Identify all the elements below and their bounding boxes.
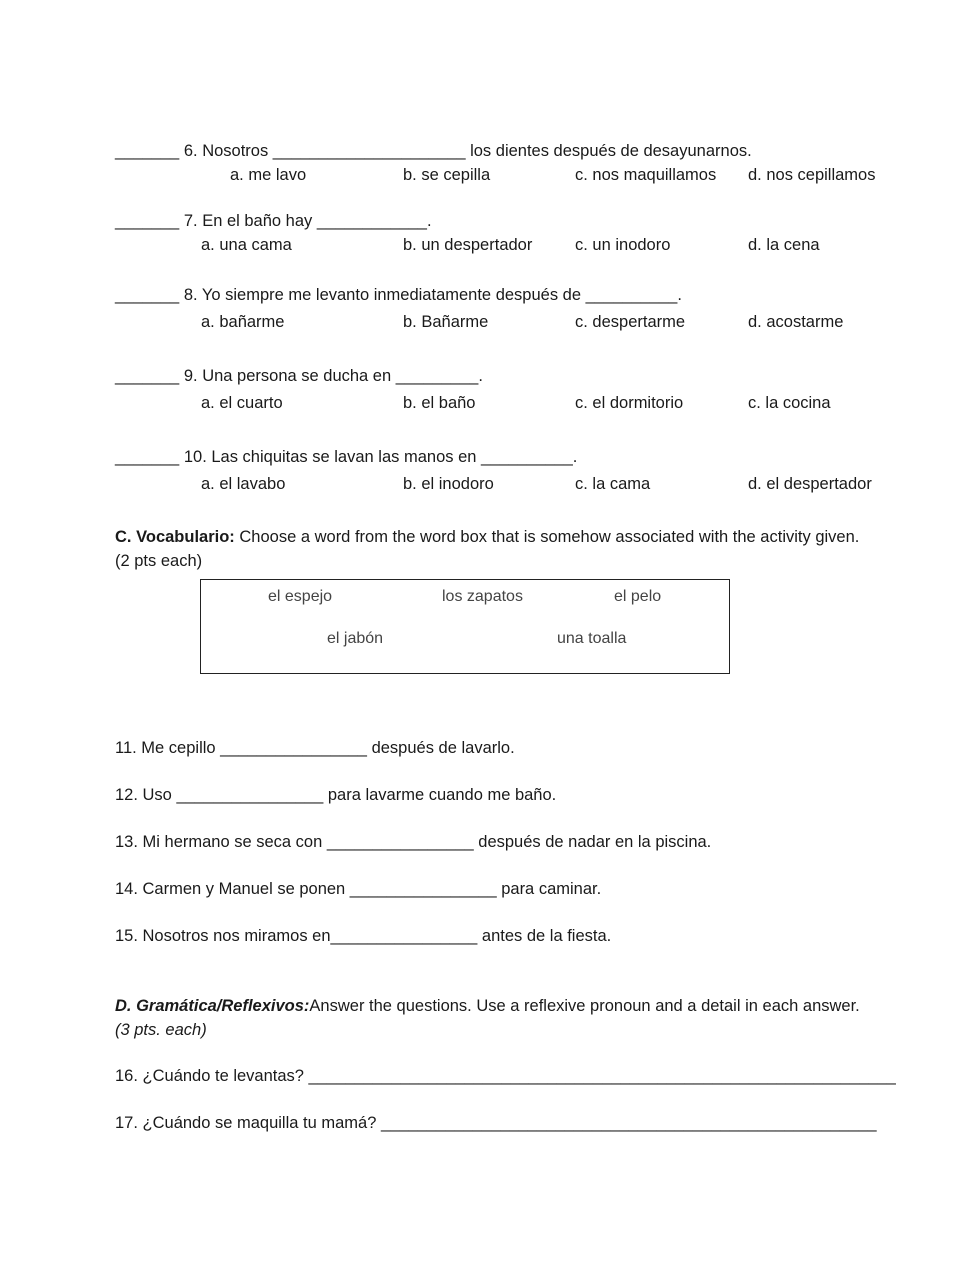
option-a: a. el lavabo: [201, 475, 286, 493]
option-b: b. Bañarme: [403, 313, 489, 331]
option-c: c. un inodoro: [575, 236, 671, 254]
option-b: b. se cepilla: [403, 166, 491, 184]
section-d-instructions: [115, 996, 860, 1016]
section-d-text: Answer the questions. Use a reflexive pronoun and a detail in each answer.: [309, 997, 860, 1015]
question-stem: 7. En el baño hay ____________.: [183, 212, 432, 230]
question-stem: 10. Las chiquitas se lavan las manos en __________.: [183, 448, 578, 466]
option-d: d. el despertador: [748, 475, 872, 493]
answer-blank[interactable]: _______: [115, 448, 180, 466]
option-a: a. me lavo: [230, 166, 307, 184]
grammar-item-16: 16. ¿Cuándo te levantas? ________________________________________________________________: [115, 1067, 896, 1085]
grammar-item-17: 17. ¿Cuándo se maquilla tu mamá? ______________________________________________________: [115, 1114, 877, 1132]
option-a: a. el cuarto: [201, 394, 283, 412]
option-d: c. la cocina: [748, 394, 831, 412]
option-c: c. nos maquillamos: [575, 166, 717, 184]
vocab-item-15: 15. Nosotros nos miramos en________________ antes de la fiesta.: [115, 927, 612, 945]
question-7: [115, 211, 432, 231]
word-box-item: una toalla: [557, 630, 627, 647]
option-b: b. el inodoro: [403, 475, 494, 493]
word-box-item: el jabón: [327, 630, 384, 647]
section-c-instructions: [115, 527, 859, 547]
vocab-item-13: 13. Mi hermano se seca con ________________ después de nadar en la piscina.: [115, 833, 712, 851]
option-c: c. la cama: [575, 475, 651, 493]
section-d-heading: D. Gramática/Reflexivos:: [115, 997, 310, 1015]
vocab-item-12: 12. Uso ________________ para lavarme cuando me baño.: [115, 786, 557, 804]
option-a: a. una cama: [201, 236, 292, 254]
answer-blank[interactable]: _______: [115, 286, 180, 304]
option-d: d. la cena: [748, 236, 820, 254]
section-d-points: (3 pts. each): [115, 1021, 207, 1039]
option-b: b. el baño: [403, 394, 476, 412]
question-stem: 6. Nosotros _____________________ los dientes después de desayunarnos.: [183, 142, 752, 160]
option-d: d. acostarme: [748, 313, 844, 331]
question-8: [115, 285, 682, 305]
section-c-points: (2 pts each): [115, 552, 203, 570]
word-box-item: el espejo: [268, 588, 333, 605]
question-10: [115, 447, 577, 467]
option-a: a. bañarme: [201, 313, 285, 331]
section-c-text: Choose a word from the word box that is somehow associated with the activity given.: [234, 528, 860, 546]
word-box-item: los zapatos: [442, 588, 523, 605]
question-6: [115, 141, 752, 161]
option-b: b. un despertador: [403, 236, 533, 254]
question-stem: 9. Una persona se ducha en _________.: [183, 367, 483, 385]
answer-blank[interactable]: _______: [115, 367, 180, 385]
question-stem: 8. Yo siempre me levanto inmediatamente después de __________.: [183, 286, 682, 304]
question-9: [115, 366, 483, 386]
option-d: d. nos cepillamos: [748, 166, 876, 184]
section-c-heading: C. Vocabulario:: [115, 528, 235, 546]
answer-blank[interactable]: _______: [115, 142, 180, 160]
option-c: c. el dormitorio: [575, 394, 684, 412]
word-box-item: el pelo: [614, 588, 662, 605]
answer-blank[interactable]: _______: [115, 212, 180, 230]
vocab-item-11: 11. Me cepillo ________________ después de lavarlo.: [115, 739, 515, 757]
vocab-item-14: 14. Carmen y Manuel se ponen ________________ para caminar.: [115, 880, 602, 898]
option-c: c. despertarme: [575, 313, 686, 331]
